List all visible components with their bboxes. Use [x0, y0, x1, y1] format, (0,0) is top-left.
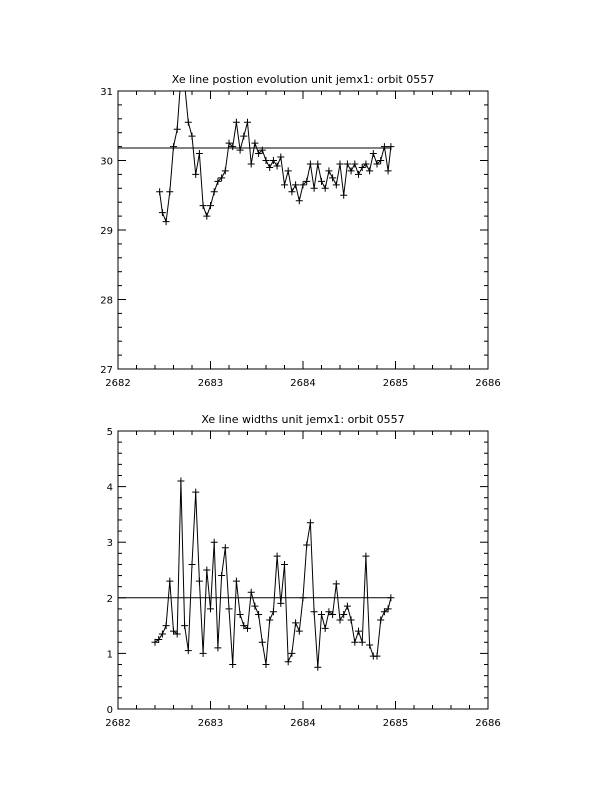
data-point-marker: [244, 119, 251, 126]
data-point-marker: [381, 143, 388, 150]
data-point-marker: [189, 133, 196, 140]
x-tick-label: 2686: [475, 718, 501, 729]
x-tick-label: 2682: [105, 378, 131, 389]
y-tick-label: 5: [106, 427, 113, 438]
data-point-marker: [222, 167, 229, 174]
data-point-marker: [266, 617, 273, 624]
data-point-marker: [296, 628, 303, 635]
data-point-marker: [214, 644, 221, 651]
x-tick-label: 2684: [290, 378, 316, 389]
data-point-marker: [159, 630, 166, 637]
data-point-marker: [387, 143, 394, 150]
data-point-marker: [207, 202, 214, 209]
data-point-marker: [288, 188, 295, 195]
data-point-marker: [311, 608, 318, 615]
data-point-marker: [366, 642, 373, 649]
data-point-marker: [333, 181, 340, 188]
data-point-marker: [318, 611, 325, 618]
x-tick-label: 2686: [475, 378, 501, 389]
data-point-marker: [314, 664, 321, 671]
data-point-marker: [359, 639, 366, 646]
data-point-marker: [226, 605, 233, 612]
data-point-marker: [281, 181, 288, 188]
data-point-marker: [340, 192, 347, 199]
y-tick-label: 29: [100, 226, 113, 237]
x-tick-label: 2683: [197, 718, 224, 729]
data-point-marker: [156, 188, 163, 195]
plot-area: [152, 478, 395, 671]
data-point-marker: [248, 160, 255, 167]
data-point-marker: [355, 171, 362, 178]
data-point-marker: [163, 218, 170, 225]
data-point-marker: [270, 608, 277, 615]
data-point-marker: [263, 661, 270, 668]
data-point-marker: [233, 578, 240, 585]
y-tick-label: 0: [106, 705, 113, 716]
data-point-marker: [362, 553, 369, 560]
x-tick-label: 2685: [382, 718, 409, 729]
data-point-marker: [337, 160, 344, 167]
data-point-marker: [255, 611, 262, 618]
series-line: [160, 77, 391, 222]
data-point-marker: [285, 658, 292, 665]
chart-1: [100, 73, 500, 389]
data-point-marker: [340, 611, 347, 618]
data-point-marker: [355, 628, 362, 635]
data-point-marker: [259, 639, 266, 646]
data-point-marker: [233, 119, 240, 126]
data-point-marker: [166, 188, 173, 195]
plot-area: [156, 74, 394, 226]
data-point-marker: [285, 167, 292, 174]
x-tick-label: 2684: [290, 718, 316, 729]
data-point-marker: [222, 544, 229, 551]
data-point-marker: [292, 619, 299, 626]
data-point-marker: [181, 622, 188, 629]
y-tick-label: 27: [100, 365, 113, 376]
data-point-marker: [385, 167, 392, 174]
x-tick-label: 2683: [197, 378, 224, 389]
y-tick-label: 2: [106, 593, 113, 605]
data-point-marker: [200, 650, 207, 657]
data-point-marker: [189, 561, 196, 568]
data-point-marker: [281, 561, 288, 568]
data-point-marker: [344, 603, 351, 610]
data-point-marker: [307, 160, 314, 167]
series-line: [155, 481, 391, 667]
data-point-marker: [292, 181, 299, 188]
data-point-marker: [333, 580, 340, 587]
data-point-marker: [266, 164, 273, 171]
data-point-marker: [366, 167, 373, 174]
data-point-marker: [311, 185, 318, 192]
data-point-marker: [192, 171, 199, 178]
data-point-marker: [288, 650, 295, 657]
data-point-marker: [174, 126, 181, 133]
data-point-marker: [274, 163, 281, 170]
data-point-marker: [300, 594, 307, 601]
data-point-marker: [229, 661, 236, 668]
data-point-marker: [196, 150, 203, 157]
data-point-marker: [351, 639, 358, 646]
data-point-marker: [322, 625, 329, 632]
data-point-marker: [185, 647, 192, 654]
data-point-marker: [303, 541, 310, 548]
data-point-marker: [329, 174, 336, 181]
chart-title: Xe line postion evolution unit jemx1: orbit 0557: [171, 73, 435, 86]
chart-2: [105, 413, 500, 729]
data-point-marker: [211, 539, 218, 546]
data-point-marker: [200, 202, 207, 209]
plot-frame: [118, 431, 488, 709]
data-point-marker: [377, 617, 384, 624]
data-point-marker: [348, 167, 355, 174]
data-point-marker: [218, 572, 225, 579]
data-point-marker: [163, 622, 170, 629]
x-tick-label: 2682: [105, 718, 131, 729]
data-point-marker: [237, 611, 244, 618]
y-tick-label: 4: [106, 482, 113, 494]
data-point-marker: [296, 197, 303, 204]
data-point-marker: [274, 553, 281, 560]
y-tick-label: 3: [106, 538, 113, 550]
data-point-marker: [248, 589, 255, 596]
data-point-marker: [203, 567, 210, 574]
data-point-marker: [263, 157, 270, 164]
data-point-marker: [270, 157, 277, 164]
data-point-marker: [322, 185, 329, 192]
data-point-marker: [251, 603, 258, 610]
data-point-marker: [314, 160, 321, 167]
x-tick-label: 2685: [382, 378, 409, 389]
plot-frame: [118, 91, 488, 369]
chart-title: Xe line widths unit jemx1: orbit 0557: [201, 413, 405, 426]
data-point-marker: [348, 617, 355, 624]
data-point-marker: [370, 150, 377, 157]
data-point-marker: [240, 133, 247, 140]
data-point-marker: [185, 119, 192, 126]
data-point-marker: [387, 594, 394, 601]
data-point-marker: [170, 143, 177, 150]
data-point-marker: [374, 653, 381, 660]
data-point-marker: [307, 519, 314, 526]
y-tick-label: 30: [100, 156, 113, 168]
data-point-marker: [177, 478, 184, 485]
y-tick-label: 31: [100, 87, 113, 98]
data-point-marker: [337, 617, 344, 624]
data-point-marker: [159, 209, 166, 216]
data-point-marker: [351, 160, 358, 167]
data-point-marker: [251, 140, 258, 147]
data-point-marker: [166, 578, 173, 585]
data-point-marker: [344, 160, 351, 167]
data-point-marker: [192, 489, 199, 496]
data-point-marker: [207, 605, 214, 612]
data-point-marker: [277, 154, 284, 161]
y-tick-label: 1: [106, 649, 113, 661]
y-tick-label: 28: [100, 295, 113, 307]
data-point-marker: [318, 178, 325, 185]
data-point-marker: [203, 213, 210, 220]
data-point-marker: [196, 578, 203, 585]
data-point-marker: [211, 188, 218, 195]
data-point-marker: [325, 167, 332, 174]
data-point-marker: [277, 600, 284, 607]
